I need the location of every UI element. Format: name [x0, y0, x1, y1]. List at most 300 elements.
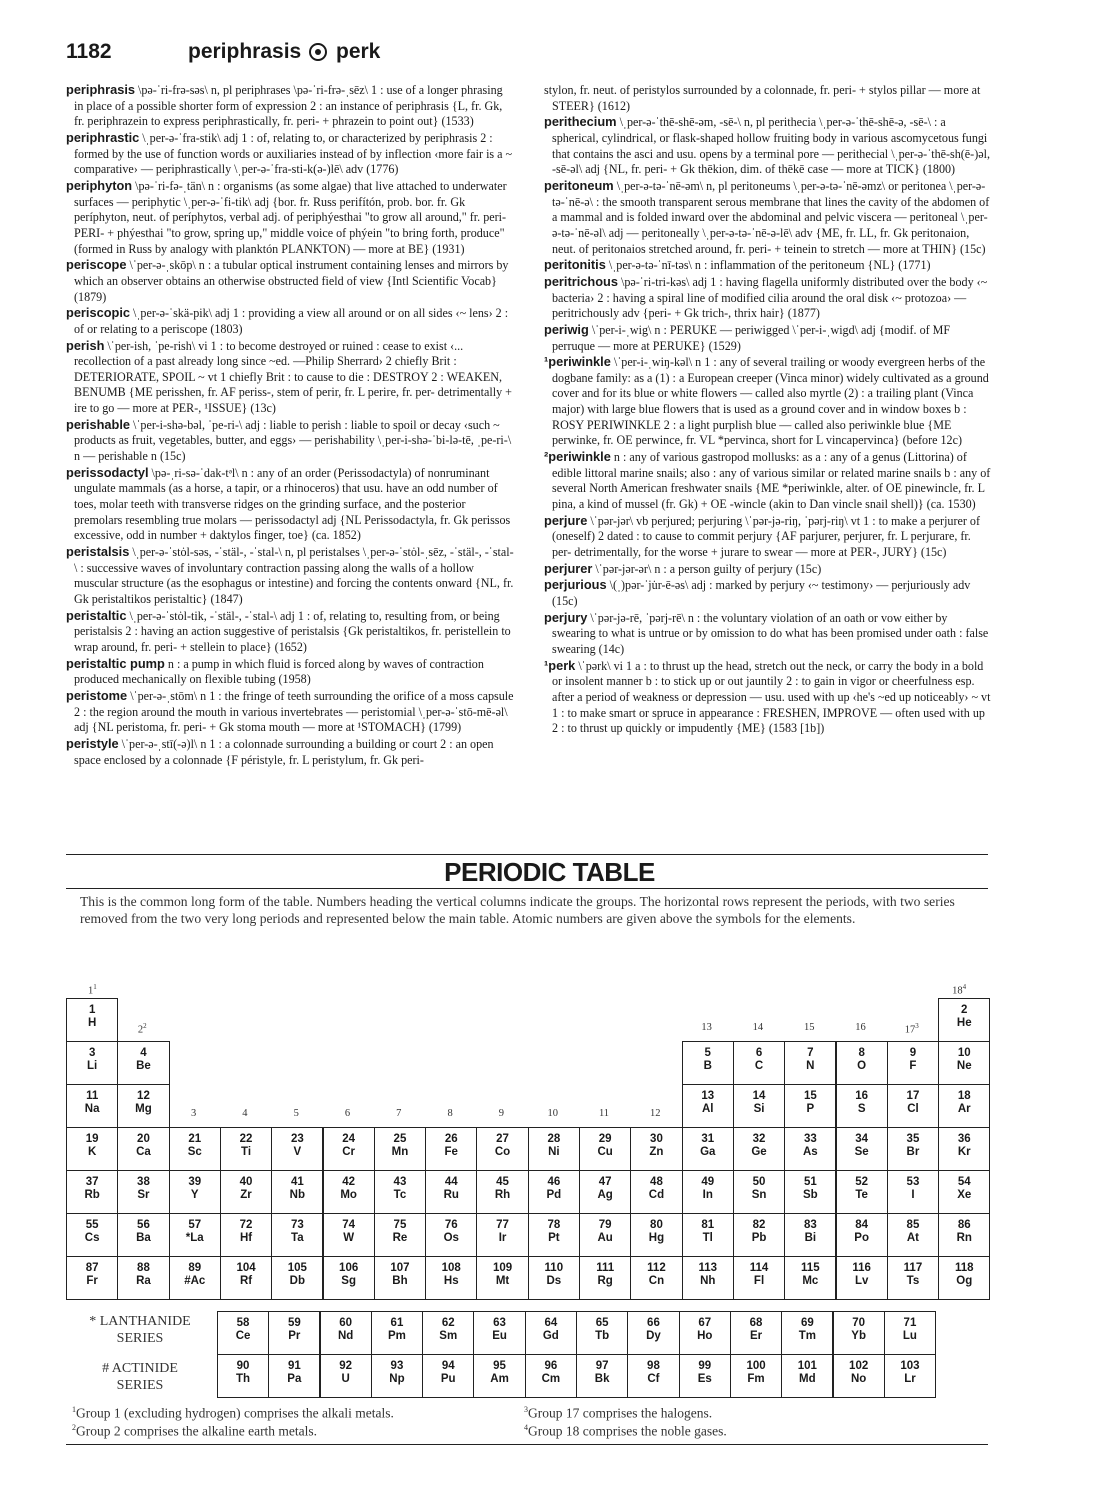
atomic-number: 50 [752, 1176, 766, 1188]
element-symbol: Lr [904, 1373, 916, 1385]
atomic-number: 79 [598, 1219, 612, 1231]
element-cell [627, 1354, 679, 1398]
element-cell [938, 1041, 990, 1085]
element-cell [679, 1354, 731, 1398]
footnote-2 [72, 1423, 317, 1440]
element-cell [525, 1311, 577, 1355]
element-symbol: #Ac [184, 1275, 206, 1287]
element-symbol: Cn [648, 1275, 665, 1287]
group-label-2 [117, 1022, 167, 1036]
element-cell [938, 1084, 990, 1128]
atomic-number: 58 [236, 1317, 250, 1329]
entry-definition: \ˈpərk\ vi 1 a : to thrust up the head, stretch out the neck, or carry the body in a bold or insolent manner b : to stick up or out jauntily 2 : to gain in vigor or cheerfulness esp. after a period of weakness or depression — usu. used with up ‹he's ~ed up noticeably› ~ vt 1 : to make smart or spruce in appearance : FRESHEN, IMPROVE — often used with up 2 : to thrust up quickly or impudently {ME} (1583 [1b]) [552, 658, 991, 736]
element-cell [476, 1213, 528, 1257]
group-number: 6 [344, 1108, 351, 1119]
dictionary-entry [66, 178, 514, 257]
element-cell [836, 1127, 888, 1171]
element-cell [271, 1213, 323, 1257]
element-cell [169, 1127, 221, 1171]
entry-definition: \ˌper-ə-ˈfra-stik\ adj 1 : of, relating to, or characterized by periphrasis 2 : formed by the use of function words or auxiliaries instead of by inflection ‹more fair is a ~ comparative› — periphrastically \ˌper-ə-ˈfra-sti-k(ə-)lē\ adv (1776) [74, 130, 513, 177]
dictionary-entry [544, 577, 992, 609]
dictionary-entry [66, 465, 514, 544]
atomic-number: 8 [858, 1047, 865, 1059]
entry-definition: \ˈper-i-ˌwig\ n : PERUKE — periwigged \ˈper-i-ˌwigd\ adj {modif. of MF perruque — more at PERUKE} (1529) [552, 322, 951, 353]
element-cell [374, 1127, 426, 1171]
atomic-number: 74 [342, 1219, 356, 1231]
dictionary-entry [544, 610, 992, 658]
dictionary-entry [66, 130, 514, 178]
atomic-number: 111 [596, 1262, 615, 1274]
element-cell [268, 1311, 320, 1355]
element-symbol: As [802, 1146, 818, 1158]
group-number: 4 [242, 1108, 248, 1119]
dictionary-entry [544, 274, 992, 322]
element-cell [220, 1256, 272, 1300]
atomic-number: 59 [287, 1317, 301, 1329]
element-symbol: Ce [235, 1330, 251, 1342]
group-number: 18 [952, 985, 963, 997]
element-cell [938, 1256, 990, 1300]
entry-headword: peritrichous [544, 273, 618, 289]
footnote-4 [524, 1423, 727, 1440]
element-cell [117, 1170, 169, 1214]
entry-headword: peristaltic pump [66, 655, 165, 671]
element-symbol: Yb [851, 1330, 866, 1342]
actinide-label-line1: # ACTINIDE [102, 1361, 178, 1376]
element-cell [938, 1170, 990, 1214]
entry-definition: \ˌper-ə-tə-ˈnī-təs\ n : inflammation of the peritoneum {NL} (1771) [605, 258, 931, 273]
element-cell [271, 1127, 323, 1171]
atomic-number: 53 [906, 1176, 920, 1188]
element-symbol: B [703, 1060, 712, 1072]
group-footnote-marker: 3 [915, 1022, 919, 1030]
atomic-number: 13 [701, 1090, 715, 1102]
group-label-4 [220, 1108, 270, 1119]
entry-headword: peristaltic [66, 607, 127, 623]
element-symbol: Sc [187, 1146, 202, 1158]
atomic-number: 9 [909, 1047, 917, 1059]
atomic-number: 62 [441, 1317, 455, 1329]
element-cell [836, 1213, 888, 1257]
atomic-number: 69 [800, 1317, 814, 1329]
footnote-1-text: Group 1 (excluding hydrogen) comprises the alkali metals. [76, 1405, 394, 1421]
element-cell [323, 1170, 375, 1214]
element-symbol: F [909, 1060, 917, 1072]
element-cell [528, 1127, 580, 1171]
group-number: 2 [137, 1024, 144, 1036]
element-cell [784, 1256, 836, 1300]
element-cell [476, 1127, 528, 1171]
entry-definition: \ˈper-ə-ˌstōm\ n 1 : the fringe of teeth surrounding the orifice of a moss capsule 2 : the region around the mouth in various invertebrates — peristomial \ˌper-ə-ˈstō-mē-əl\ adj {NL peristoma, fr. peri- + Gk stoma mouth — more at ¹STOMACH} (1799) [74, 688, 514, 735]
element-symbol: Hs [443, 1275, 459, 1287]
entry-headword: perjurer [544, 560, 593, 576]
atomic-number: 38 [137, 1176, 150, 1188]
entry-headword: peristome [66, 687, 128, 703]
atomic-number: 60 [339, 1317, 353, 1329]
element-symbol: Ni [548, 1146, 560, 1158]
atomic-number: 26 [444, 1133, 458, 1145]
element-symbol: Th [236, 1373, 251, 1385]
element-symbol: Zr [240, 1189, 252, 1201]
element-symbol: Eu [492, 1330, 507, 1342]
entry-headword: perithecium [544, 114, 617, 130]
element-symbol: Al [701, 1103, 714, 1115]
element-symbol: Pa [287, 1373, 302, 1385]
entry-definition: \pə-ˌri-sə-ˈdak-tᵊl\ n : any of an order (Perissodactyla) of nonruminant ungulate mammals (as a horse, a tapir, or a rhinoceros) that usu. have an odd number of toes, molar teeth with transverse ridges on the grinding surface, and the posterior premolars resembling true molars — perissodactyl adj {NL Perissodactyla, fr. Gk perissos excessive, odd in number + daktylos finger, toe} (ca. 1852) [74, 465, 511, 543]
atomic-number: 101 [797, 1360, 817, 1372]
atomic-number: 30 [650, 1133, 663, 1145]
element-cell [784, 1213, 836, 1257]
element-cell [781, 1311, 833, 1355]
element-symbol: *La [185, 1232, 204, 1244]
group-number: 3 [190, 1108, 197, 1119]
entry-definition: \ˈper-ə-ˌstī(-ə)l\ n 1 : a colonnade surrounding a building or court 2 : an open space enclosed by a colonnade {F péristyle, fr. L peristylum, fr. Gk peri- [74, 736, 494, 767]
element-symbol: Ta [291, 1232, 304, 1244]
atomic-number: 103 [900, 1360, 920, 1372]
element-symbol: Mg [135, 1103, 152, 1115]
dictionary-column-left [66, 82, 514, 768]
element-cell [682, 1213, 734, 1257]
atomic-number: 55 [85, 1219, 99, 1231]
atomic-number: 107 [390, 1262, 410, 1274]
group-number: 11 [598, 1108, 610, 1119]
atomic-number: 23 [290, 1133, 304, 1145]
element-cell [66, 1256, 118, 1300]
element-cell [887, 1127, 939, 1171]
atomic-number: 68 [749, 1317, 763, 1329]
element-symbol: Tl [702, 1232, 713, 1244]
atomic-number: 77 [496, 1219, 509, 1231]
lanthanide-label-line2: SERIES [116, 1331, 164, 1346]
element-symbol: Cm [541, 1373, 561, 1385]
element-cell [217, 1354, 269, 1398]
element-cell [630, 1127, 682, 1171]
entry-definition: stylon, fr. neut. of peristylos surrounded by a colonnade, fr. peri- + stylos pillar — more at STEER} (1612) [544, 83, 981, 113]
element-cell [630, 1213, 682, 1257]
element-symbol: Li [87, 1060, 98, 1072]
actinide-label-line2: SERIES [116, 1378, 164, 1393]
atomic-number: 15 [803, 1090, 817, 1102]
entry-definition: \ˈper-ish, ˈpe-rish\ vi 1 : to become destroyed or ruined : cease to exist ‹... recollection of a past already long since ~ed. —Philip Sherrard› 2 chiefly Brit : DETERIORATE, SPOIL ~ vt 1 chiefly Brit : to cause to die : DESTROY 2 : WEAKEN, BENUMB {ME perisshen, fr. AF periss-, stem of perir, fr. L perire, fr. per- detrimentally + ire to go — more at PER-, ¹ISSUE} (13c) [74, 338, 512, 416]
atomic-number: 40 [239, 1176, 253, 1188]
atomic-number: 87 [85, 1262, 99, 1274]
dictionary-entry [544, 82, 992, 114]
element-cell [374, 1256, 426, 1300]
element-cell [784, 1127, 836, 1171]
section-divider [66, 854, 988, 855]
dictionary-entry [544, 561, 992, 578]
footnote-2-marker: 2 [72, 1423, 76, 1432]
element-symbol: W [343, 1232, 355, 1244]
atomic-number: 45 [496, 1176, 509, 1188]
entry-headword: ¹periwinkle [544, 354, 611, 370]
group-footnote-marker: 1 [93, 983, 97, 991]
page-number: 1182 [66, 40, 112, 63]
element-symbol: Tc [393, 1189, 407, 1201]
group-number: 10 [547, 1108, 558, 1119]
atomic-number: 12 [137, 1090, 150, 1102]
atomic-number: 24 [342, 1133, 356, 1145]
element-symbol: V [293, 1146, 302, 1158]
atomic-number: 76 [444, 1219, 458, 1231]
dictionary-entry [544, 178, 992, 257]
dictionary-entry [544, 513, 992, 561]
footnote-3 [524, 1405, 712, 1422]
element-cell [784, 1170, 836, 1214]
element-cell [733, 1127, 785, 1171]
element-cell [887, 1213, 939, 1257]
element-cell [268, 1354, 320, 1398]
element-symbol: Ga [700, 1146, 716, 1158]
element-symbol: Np [389, 1373, 405, 1385]
entry-headword: peritoneum [544, 177, 614, 193]
atomic-number: 117 [903, 1262, 923, 1274]
element-cell [884, 1311, 936, 1355]
entry-definition: \ˌper-ə-ˈthē-shē-əm, -sē-\ n, pl perithecia \ˌper-ə-ˈthē-shē-ə, -sē-\ : a spherical, cylindrical, or flask-shaped hollow fruiting body in various ascomycetous fungi that contains the asci and usu. opens by a terminal pore — perithecial \ˌper-ə-ˈthē-sh(ē-)əl, -sē-əl\ adj {NL, fr. peri- + Gk thēkion, dim. of thēkē case — more at TICK} (1800) [552, 115, 990, 177]
element-symbol: In [702, 1189, 713, 1201]
element-symbol: No [850, 1373, 867, 1385]
element-cell [117, 1084, 169, 1128]
group-number: 9 [498, 1108, 505, 1119]
element-cell [528, 1170, 580, 1214]
group-number: 1 [88, 985, 94, 997]
element-cell [682, 1256, 734, 1300]
element-cell [66, 1127, 118, 1171]
element-symbol: Og [956, 1275, 973, 1287]
element-cell [682, 1170, 734, 1214]
element-cell [682, 1127, 734, 1171]
entry-definition: \ˈpər-jə-rē, ˈpərj-rē\ n : the voluntary violation of an oath or vow either by swearing to what is untrue or by omission to do what has been promised under oath : false swearing (14c) [552, 610, 989, 656]
element-cell [884, 1354, 936, 1398]
element-cell [576, 1311, 628, 1355]
atomic-number: 1 [88, 1004, 96, 1016]
atomic-number: 35 [906, 1133, 920, 1145]
element-symbol: Tm [798, 1330, 816, 1342]
group-label-6 [323, 1108, 373, 1119]
footnote-1-marker: 1 [72, 1405, 76, 1414]
element-symbol: Mt [495, 1275, 510, 1287]
dictionary-entry [66, 736, 514, 768]
atomic-number: 41 [290, 1176, 304, 1188]
entry-definition: \ˈper-i-ˌwiŋ-kəl\ n 1 : any of several trailing or woody evergreen herbs of the dogbane family: as a (1) : a European creeper (Vinca minor) widely cultivated as a ground cover and for its blue or white flowers — called also myrtle (2) : a trailing plant (Vinca major) with large blue flowers that is used as a ground cover and in window boxes b : ROSY PERIWINKLE 2 : a light purplish blue — called also periwinkle blue {ME perwinke, fr. OE perwince, fr. VL *pervinca, short for L vincapervinca} (before 12c) [552, 355, 989, 448]
atomic-number: 92 [339, 1360, 353, 1372]
atomic-number: 20 [137, 1133, 150, 1145]
element-symbol: Pt [548, 1232, 560, 1244]
atomic-number: 89 [188, 1262, 202, 1274]
element-symbol: H [87, 1017, 97, 1029]
atomic-number: 3 [88, 1047, 96, 1059]
element-symbol: Lu [902, 1330, 917, 1342]
dictionary-entry [544, 322, 992, 354]
atomic-number: 71 [903, 1317, 917, 1329]
element-symbol: Os [443, 1232, 459, 1244]
actinide-series-label [70, 1360, 210, 1394]
element-cell [730, 1354, 782, 1398]
element-symbol: Cr [342, 1146, 356, 1158]
atomic-number: 52 [855, 1176, 869, 1188]
element-cell [323, 1213, 375, 1257]
atomic-number: 85 [906, 1219, 920, 1231]
element-symbol: Au [597, 1232, 613, 1244]
atomic-number: 33 [803, 1133, 817, 1145]
element-cell [425, 1127, 477, 1171]
entry-definition: \ˌper-ə-tə-ˈnē-əm\ n, pl peritoneums \ˌper-ə-tə-ˈnē-əmz\ or peritonea \ˌper-ə-tə-ˈnē-ə\ : the smooth transparent serous membrane that lines the cavity of the abdomen of a mammal and is folded inward over the abdominal and pelvic viscera — peritoneal \ˌper-ə-tə-ˈnē-əl\ adj — peritoneally \ˌper-ə-tə-ˈnē-ə-lē\ adv {ME, fr. LL, fr. Gk peritonaion, neut. of peritonaios stretched around, fr. peri- + teinein to stretch — more at THIN} (15c) [552, 178, 990, 256]
element-symbol: K [87, 1146, 97, 1158]
atomic-number: 2 [961, 1004, 968, 1016]
entry-definition: \ˈper-i-shə-bəl, ˈpe-ri-\ adj : liable to perish : liable to spoil or decay ‹such ~ products as fruit, vegetables, butter, and eggs› — perishability \ˌper-i-shə-ˈbi-lə-tē, ˌpe-ri-\ n — perishable n (15c) [74, 417, 512, 464]
entry-definition: \ˌper-ə-ˈstȯl-səs, -ˈstäl-, -ˈstal-\ n, pl peristalses \ˌper-ə-ˈstȯl-ˌsēz, -ˈstäl-, -ˈstal-\ : successive waves of involuntary contraction passing along the walls of a hollow muscular structure (as the esophagus or intestine) and forcing the contents onward {NL, fr. Gk peristaltikos peristaltic} (1847) [74, 545, 514, 606]
group-number: 5 [293, 1108, 299, 1119]
dictionary-entry [66, 688, 514, 736]
element-symbol: N [806, 1060, 815, 1072]
atomic-number: 56 [137, 1219, 150, 1231]
element-cell [682, 1084, 734, 1128]
element-cell [733, 1084, 785, 1128]
element-symbol: Rf [239, 1275, 253, 1287]
atomic-number: 42 [342, 1176, 356, 1188]
footnote-2-text: Group 2 comprises the alkaline earth metals. [76, 1423, 318, 1439]
element-symbol: Y [190, 1189, 199, 1201]
element-symbol: Pr [288, 1330, 301, 1342]
atomic-number: 61 [390, 1317, 404, 1329]
element-cell [66, 1170, 118, 1214]
entry-headword: periwig [544, 321, 589, 337]
element-cell [781, 1354, 833, 1398]
element-cell [833, 1354, 885, 1398]
atomic-number: 114 [749, 1262, 769, 1274]
entry-definition: \ˌper-ə-ˈstȯl-tik, -ˈstäl-, -ˈstal-\ adj 1 : of, relating to, resulting from, or being peristalsis 2 : having an action suggestive of peristalsis {Gk peristaltikos, fr. peristellein to wrap around, fr. peri- + stellein to place} (1652) [74, 608, 511, 654]
atomic-number: 73 [290, 1219, 304, 1231]
element-symbol: Si [753, 1103, 765, 1115]
dictionary-entry [66, 544, 514, 608]
entry-definition: \pə-ˈri-frə-səs\ n, pl periphrases \pə-ˈri-frə-ˌsēz\ 1 : use of a longer phrasing in place of a possible shorter form of expression 2 : an instance of periphrasis {L, fr. Gk, fr. periphrazein to express periphrastically, fr. peri- + phrazein to point out} (1533) [74, 83, 503, 129]
atomic-number: 16 [855, 1090, 869, 1102]
atomic-number: 27 [496, 1133, 509, 1145]
running-header [66, 40, 996, 70]
atomic-number: 97 [595, 1360, 609, 1372]
atomic-number: 67 [698, 1317, 712, 1329]
element-cell [528, 1256, 580, 1300]
atomic-number: 46 [547, 1176, 561, 1188]
element-cell [579, 1170, 631, 1214]
entry-headword: peristyle [66, 735, 119, 751]
element-symbol: Be [136, 1060, 151, 1072]
atomic-number: 84 [855, 1219, 869, 1231]
atomic-number: 18 [957, 1090, 971, 1102]
atomic-number: 109 [492, 1262, 513, 1274]
element-symbol: Ir [498, 1232, 507, 1244]
element-symbol: Rb [84, 1189, 100, 1201]
element-cell [473, 1311, 525, 1355]
element-cell [887, 1084, 939, 1128]
element-symbol: Ag [597, 1189, 613, 1201]
element-symbol: Mo [340, 1189, 357, 1201]
atomic-number: 95 [493, 1360, 506, 1372]
element-cell [887, 1256, 939, 1300]
element-cell [169, 1256, 221, 1300]
element-symbol: Nh [700, 1275, 716, 1287]
atomic-number: 72 [239, 1219, 253, 1231]
element-cell [836, 1256, 888, 1300]
element-symbol: Pm [387, 1330, 406, 1342]
element-cell [733, 1213, 785, 1257]
element-cell [217, 1311, 269, 1355]
group-label-13 [682, 1022, 732, 1033]
group-label-5 [271, 1108, 321, 1119]
element-symbol: Na [84, 1103, 100, 1115]
element-symbol: I [911, 1189, 915, 1201]
atomic-number: 31 [701, 1133, 715, 1145]
element-cell [320, 1311, 372, 1355]
element-symbol: Ne [956, 1060, 972, 1072]
entry-headword: periscopic [66, 305, 131, 321]
element-symbol: Xe [957, 1189, 972, 1201]
element-cell [117, 1041, 169, 1085]
entry-headword: perissodactyl [66, 464, 149, 480]
group-number: 13 [701, 1022, 712, 1033]
atomic-number: 80 [650, 1219, 663, 1231]
element-symbol: Bk [594, 1373, 610, 1385]
element-cell [733, 1041, 785, 1085]
element-cell [66, 1084, 118, 1128]
group-number: 16 [855, 1022, 866, 1033]
element-cell [169, 1213, 221, 1257]
entry-definition: \ˈper-ə-ˌskōp\ n : a tubular optical instrument containing lenses and mirrors by which an observer obtains an otherwise obstructed field of view {Intl Scientific Vocab} (1879) [74, 258, 509, 304]
entry-headword: perjure [544, 512, 588, 528]
element-symbol: S [857, 1103, 866, 1115]
dictionary-entry [544, 354, 992, 449]
element-symbol: Dy [646, 1330, 661, 1342]
element-symbol: Cl [907, 1103, 919, 1115]
dictionary-entry [66, 305, 514, 337]
atomic-number: 112 [647, 1262, 666, 1274]
element-cell [371, 1311, 423, 1355]
lanthanide-label-line1: * LANTHANIDE [89, 1314, 191, 1329]
atomic-number: 108 [441, 1262, 461, 1274]
element-symbol: Fl [753, 1275, 765, 1287]
element-cell [117, 1256, 169, 1300]
group-number: 12 [650, 1108, 661, 1119]
element-cell [579, 1127, 631, 1171]
atomic-number: 113 [698, 1262, 718, 1274]
element-cell [836, 1170, 888, 1214]
element-symbol: Fr [86, 1275, 98, 1287]
entry-headword: periphyton [66, 177, 133, 193]
element-cell [733, 1170, 785, 1214]
dictionary-column-right [544, 82, 992, 737]
atomic-number: 21 [188, 1133, 202, 1145]
element-cell [682, 1041, 734, 1085]
element-cell [784, 1084, 836, 1128]
group-label-10 [528, 1108, 578, 1119]
element-symbol: Re [392, 1232, 408, 1244]
dictionary-entry [66, 257, 514, 305]
element-cell [320, 1354, 372, 1398]
group-label-8 [425, 1108, 475, 1119]
atomic-number: 93 [390, 1360, 404, 1372]
atomic-number: 10 [957, 1047, 971, 1059]
atomic-number: 7 [807, 1047, 814, 1059]
dictionary-entry [66, 417, 514, 465]
entry-headword: perjury [544, 609, 588, 625]
atomic-number: 5 [704, 1047, 711, 1059]
entry-definition: n : any of various gastropod mollusks: as a : any of a genus (Littorina) of edible littoral marine snails; also : any of various similar or related marine snails b : any of several North American freshwater snails {ME *periwinkle, alter. of OE pinewincle, fr. L pina, a kind of mussel (fr. Gk) + OE -wincle (akin to Dan vincle snail shell)} (ca. 1530) [552, 450, 991, 512]
element-cell [425, 1170, 477, 1214]
group-number: 17 [904, 1024, 916, 1036]
atomic-number: 81 [701, 1219, 715, 1231]
element-symbol: Ho [697, 1330, 713, 1342]
footnote-4-marker: 4 [524, 1423, 528, 1432]
